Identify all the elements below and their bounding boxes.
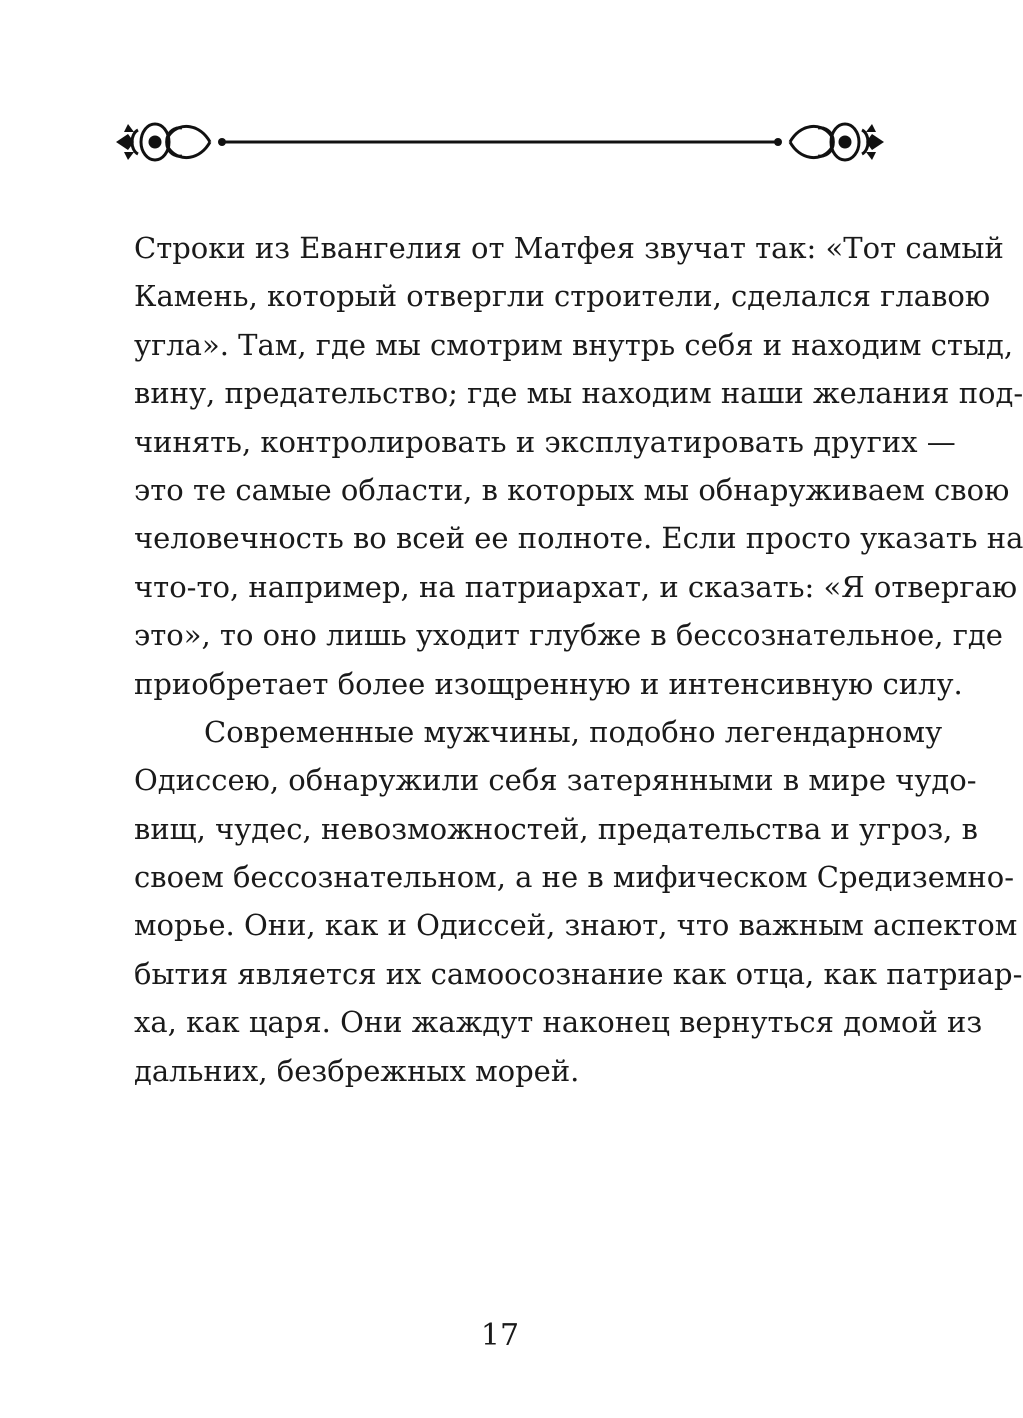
paragraph-2 <box>134 708 1023 1095</box>
text-line: своем бессознательном, а не в мифическом Средиземно- <box>134 860 1014 895</box>
body-text <box>134 224 1023 1095</box>
page-number: 17 <box>480 1318 520 1353</box>
left-flourish-icon <box>132 124 210 160</box>
text-line: Строки из Евангелия от Матфея звучат так: «Тот самый <box>134 231 1004 265</box>
right-flourish-icon <box>790 124 868 160</box>
text-line: это те самые области, в которых мы обнаруживаем свою <box>134 472 1010 507</box>
text-line: приобретает более изощренную и интенсивную силу. <box>134 666 963 701</box>
text-line: вину, предательство; где мы находим наши желания под- <box>134 376 1023 411</box>
paragraph-1 <box>134 224 1023 708</box>
text-line: бытия является их самоосознание как отца, как патриар- <box>134 956 1023 991</box>
text-line: что-то, например, на патриархат, и сказать: «Я отвергаю <box>134 569 1018 604</box>
text-line: Камень, который отвергли строители, сделался главою <box>134 279 991 314</box>
text-line: морье. Они, как и Одиссей, знают, что важным аспектом <box>134 908 1018 943</box>
text-line: это», то оно лишь уходит глубже в бессознательное, где <box>134 618 1003 653</box>
text-line: вищ, чудес, невозможностей, предательства и угроз, в <box>134 811 978 846</box>
text-line: угла». Там, где мы смотрим внутрь себя и находим стыд, <box>134 327 1014 362</box>
text-line: человечность во всей ее полноте. Если просто указать на <box>134 521 1023 556</box>
text-line: Современные мужчины, подобно легендарному <box>204 714 943 749</box>
text-line: ха, как царя. Они жаждут наконец вернуться домой из <box>134 1005 983 1040</box>
text-line: дальних, безбрежных морей. <box>134 1053 580 1088</box>
text-line: Одиссею, обнаружили себя затерянными в мире чудо- <box>134 763 977 798</box>
decorative-divider <box>110 112 890 172</box>
text-line: чинять, контролировать и эксплуатировать других — <box>134 424 956 459</box>
